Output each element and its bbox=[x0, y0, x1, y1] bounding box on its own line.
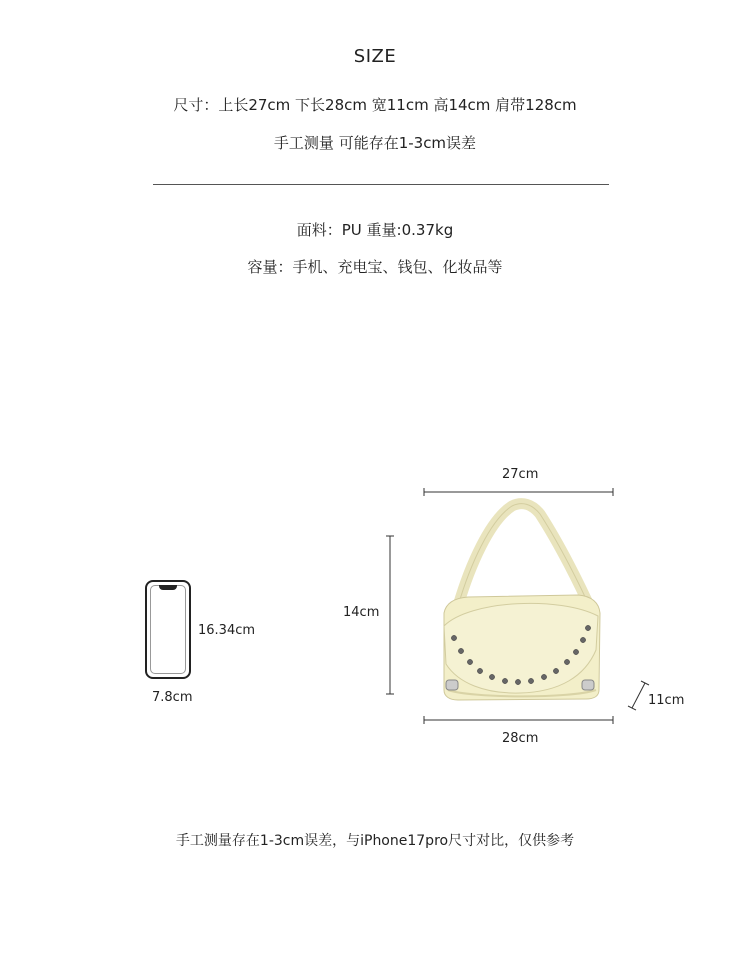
material-weight-text: 面料：PU 重量:0.37kg bbox=[296, 221, 454, 239]
page-title: SIZE bbox=[353, 46, 397, 67]
size-spec-text: 尺寸：上长27cm 下长28cm 宽11cm 高14cm 肩带128cm bbox=[173, 96, 577, 114]
measurement-note: 手工测量 可能存在1-3cm误差 bbox=[273, 134, 477, 152]
bag-top-width-label: 27cm bbox=[502, 467, 539, 482]
divider bbox=[153, 184, 609, 185]
phone-outline-icon bbox=[145, 580, 191, 679]
phone-notch bbox=[159, 585, 177, 590]
height-dimension-line bbox=[386, 536, 394, 694]
phone-screen bbox=[150, 585, 186, 674]
capacity-text: 容量：手机、充电宝、钱包、化妆品等 bbox=[247, 258, 503, 276]
phone-width-label: 7.8cm bbox=[152, 690, 193, 705]
phone-height-label: 16.34cm bbox=[198, 623, 256, 638]
comparison-footnote: 手工测量存在1-3cm误差，与iPhone17pro尺寸对比，仅供参考 bbox=[175, 833, 575, 849]
bag-height-label: 14cm bbox=[343, 605, 380, 620]
top-width-dimension-line bbox=[424, 488, 613, 496]
bag-depth-label: 11cm bbox=[648, 693, 685, 708]
bag-bottom-width-label: 28cm bbox=[502, 731, 539, 746]
bottom-width-dimension-line bbox=[424, 716, 613, 724]
handbag-icon bbox=[444, 504, 600, 700]
depth-dimension-line bbox=[628, 681, 649, 710]
